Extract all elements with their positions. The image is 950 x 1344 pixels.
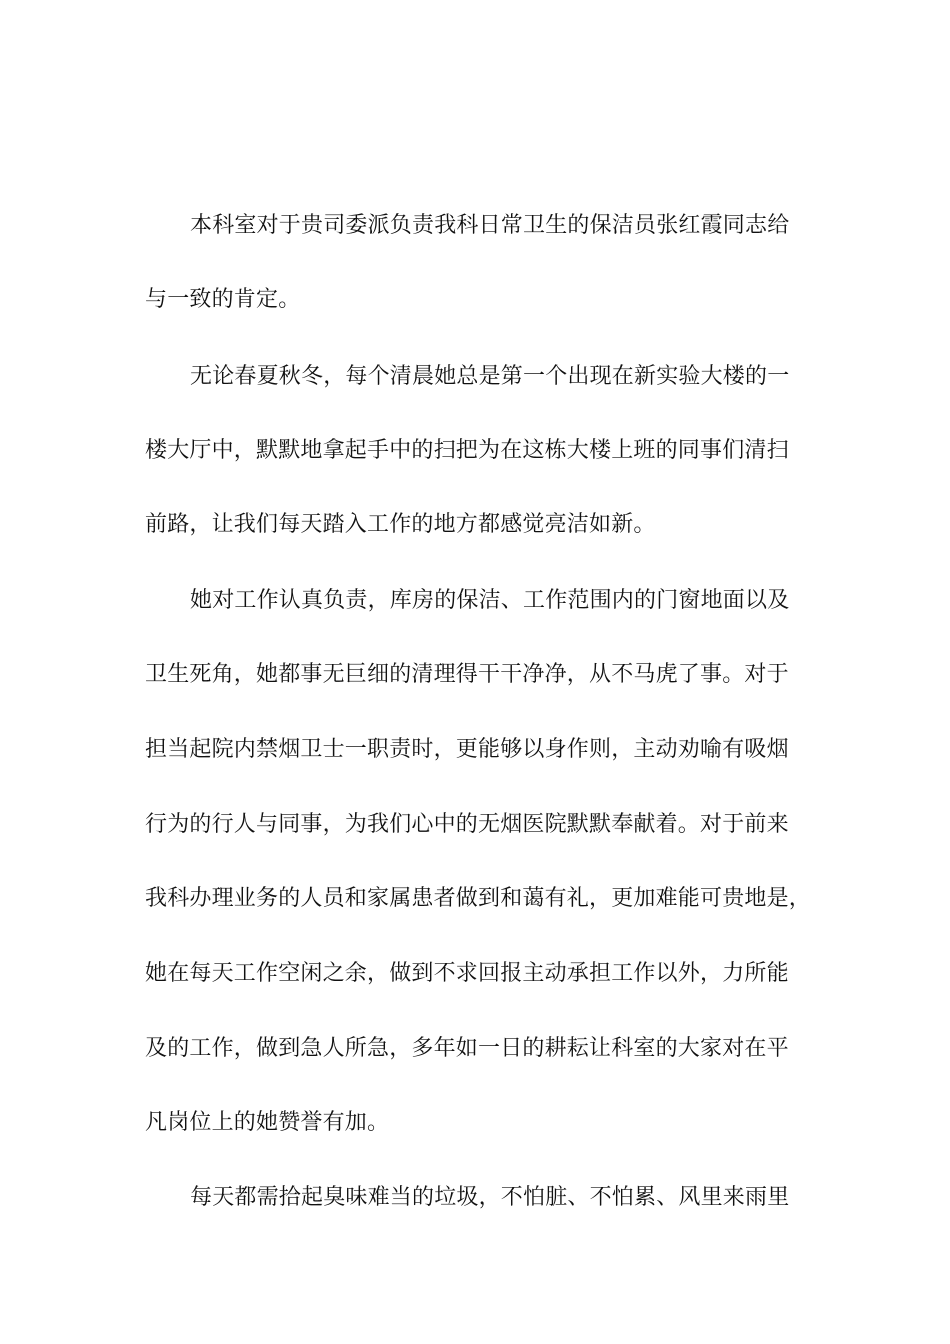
paragraph-line: 担当起院内禁烟卫士一职责时，更能够以身作则，主动劝喻有吸烟 bbox=[145, 737, 789, 762]
paragraph-line: 她在每天工作空闲之余，做到不求回报主动承担工作以外，力所能 bbox=[145, 961, 789, 986]
paragraph-line: 楼大厅中，默默地拿起手中的扫把为在这栋大楼上班的同事们清扫 bbox=[145, 438, 789, 463]
paragraph-line: 及的工作，做到急人所急，多年如一日的耕耘让科室的大家对在平 bbox=[145, 1036, 789, 1061]
paragraph-line: 她对工作认真负责，库房的保洁、工作范围内的门窗地面以及 bbox=[190, 588, 790, 613]
paragraph-line: 我科办理业务的人员和家属患者做到和蔼有礼，更加难能可贵地是， bbox=[145, 886, 812, 911]
paragraph-line: 无论春夏秋冬，每个清晨她总是第一个出现在新实验大楼的一 bbox=[190, 364, 790, 389]
paragraph-line: 本科室对于贵司委派负责我科日常卫生的保洁员张红霞同志给 bbox=[190, 213, 790, 238]
paragraph-line: 卫生死角，她都事无巨细的清理得干干净净，从不马虎了事。对于 bbox=[145, 662, 789, 687]
paragraph-line: 行为的行人与同事，为我们心中的无烟医院默默奉献着。对于前来 bbox=[145, 812, 789, 837]
paragraph-line: 与一致的肯定。 bbox=[145, 287, 301, 312]
paragraph-line: 前路，让我们每天踏入工作的地方都感觉亮洁如新。 bbox=[145, 512, 656, 537]
paragraph-line: 凡岗位上的她赞誉有加。 bbox=[145, 1110, 390, 1135]
paragraph-line: 每天都需拾起臭味难当的垃圾，不怕脏、不怕累、风里来雨里 bbox=[190, 1185, 790, 1210]
